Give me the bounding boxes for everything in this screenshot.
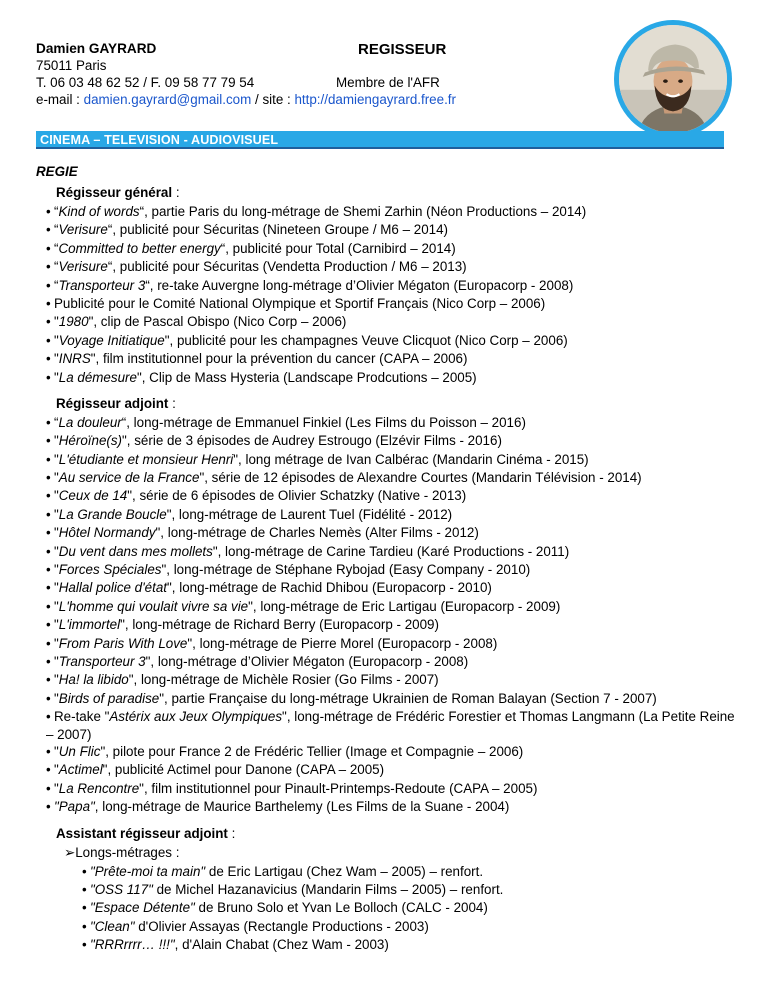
phone-line: T. 06 03 48 62 52 / F. 09 58 77 79 54: [36, 75, 255, 90]
email-link[interactable]: damien.gayrard@gmail.com: [83, 92, 252, 107]
list-item: [46, 616, 736, 634]
list-item: [46, 579, 736, 597]
bullet-icon: •: [46, 762, 51, 778]
category-longs-metrages: ➢Longs-métrages :: [64, 844, 180, 860]
bullet-icon: •: [46, 222, 51, 238]
item-prefix: ": [54, 488, 59, 504]
list-item: [46, 414, 736, 432]
bullet-icon: •: [46, 617, 51, 633]
item-quote: ": [120, 617, 125, 633]
item-quote: ": [187, 635, 193, 651]
item-quote: ": [90, 351, 96, 367]
item-prefix: ": [54, 506, 59, 522]
bullet-icon: •: [46, 369, 51, 385]
list-item: [46, 487, 736, 505]
bullet-icon: •: [46, 295, 51, 311]
email-label: e-mail :: [36, 92, 84, 107]
item-prefix: “: [54, 414, 59, 430]
item-quote: ": [127, 488, 133, 504]
regisseur-general-list: [36, 203, 736, 387]
bullet-icon: •: [46, 506, 51, 522]
bullet-icon: •: [46, 543, 51, 559]
item-detail: , série de 12 épisodes de Alexandre Courtes (Mandarin Télévision - 2014): [204, 470, 642, 486]
item-quote: “: [145, 277, 150, 293]
item-detail: , Clip de Mass Hysteria (Landscape Prodcutions – 2005): [141, 369, 477, 385]
bullet-icon: •: [46, 488, 51, 504]
item-title: Transporteur 3: [58, 653, 146, 669]
regisseur-adjoint-heading: Régisseur adjoint :: [56, 395, 176, 411]
item-prefix: ": [54, 690, 59, 706]
item-title: Astérix aux Jeux Olympiques: [109, 709, 283, 725]
item-quote: ": [102, 762, 108, 778]
item-prefix: ": [54, 314, 59, 330]
item-detail: , film institutionnel pour la prévention du cancer (CAPA – 2006): [95, 351, 468, 367]
regisseur-adjoint-list: [36, 414, 736, 817]
item-quote: “: [107, 222, 113, 238]
item-quote: ": [199, 470, 205, 486]
item-detail: Publicité pour le Comité National Olympique et Sportif Français (Nico Corp – 2006): [54, 295, 546, 311]
bullet-icon: •: [46, 351, 51, 367]
list-item: [46, 506, 736, 524]
list-item: [46, 635, 736, 653]
list-item: [46, 598, 736, 616]
site-link[interactable]: http://damiengayrard.free.fr: [294, 92, 456, 107]
item-title: Verisure: [58, 222, 108, 238]
bullet-icon: •: [46, 653, 51, 669]
item-title: L'immortel: [58, 617, 121, 633]
item-prefix: ": [54, 562, 59, 578]
item-quote: ": [145, 653, 151, 669]
address: 75011 Paris: [36, 58, 107, 73]
item-title: Un Flic: [58, 744, 101, 759]
item-title: Birds of paradise: [58, 690, 160, 706]
item-title: L'étudiante et monsieur Henri: [58, 451, 234, 467]
item-title: Committed to better energy: [58, 240, 221, 256]
list-item: [46, 451, 736, 469]
bullet-icon: •: [46, 690, 51, 706]
bullet-icon: •: [46, 525, 51, 541]
item-detail: , re-take Auvergne long-métrage d’Olivier Mégaton (Europacorp - 2008): [149, 277, 574, 293]
bullet-icon: •: [46, 635, 51, 651]
item-detail: , long-métrage d’Olivier Mégaton (Europacorp - 2008): [150, 653, 469, 669]
item-title: La démesure: [58, 369, 137, 385]
item-prefix: ": [54, 433, 59, 449]
list-item: [46, 350, 736, 368]
item-detail: , long-métrage de Frédéric Forestier et Thomas Langmann (La Petite Reine – 2007): [46, 709, 735, 742]
cv-header: [36, 40, 596, 108]
item-title: "Espace Détente": [90, 900, 195, 916]
list-item: [82, 918, 736, 936]
bullet-icon: •: [46, 259, 51, 275]
item-detail: , long-métrage de Richard Berry (Europacorp - 2009): [124, 617, 439, 633]
item-detail: , long-métrage de Rachid Dhibou (Europacorp - 2010): [171, 580, 492, 596]
item-title: Actimel: [58, 762, 103, 778]
bullet-icon: •: [46, 799, 51, 815]
item-title: Ceux de 14: [58, 488, 128, 504]
bullet-icon: •: [46, 433, 51, 449]
item-detail: , long-métrage de Stéphane Rybojad (Easy Company - 2010): [166, 562, 531, 578]
item-title: La Rencontre: [58, 780, 140, 796]
item-quote: ": [212, 543, 218, 559]
item-prefix: “: [54, 204, 59, 219]
item-quote: ": [155, 525, 161, 541]
item-quote: ": [128, 672, 134, 688]
bullet-icon: •: [46, 277, 51, 293]
item-detail: , partie Française du long-métrage Ukrainien de Roman Balayan (Section 7 - 2007): [164, 690, 657, 706]
person-name: Damien GAYRARD: [36, 41, 157, 56]
item-detail: , publicité pour Sécuritas (Nineteen Groupe / M6 – 2014): [112, 222, 449, 238]
list-item: [46, 743, 736, 761]
item-detail: de Eric Lartigau (Chez Wam – 2005) – renfort.: [205, 863, 484, 879]
item-detail: , pilote pour France 2 de Frédéric Tellier (Image et Compagnie – 2006): [105, 744, 524, 759]
item-prefix: ": [54, 332, 59, 348]
item-title: Transporteur 3: [58, 277, 146, 293]
item-title: Du vent dans mes mollets: [58, 543, 213, 559]
list-item: [46, 332, 736, 350]
list-item: [46, 203, 736, 221]
item-prefix: ": [54, 780, 59, 796]
item-title: "OSS 117": [90, 881, 153, 897]
list-item: [46, 369, 736, 387]
item-title: "Papa": [54, 799, 95, 815]
bullet-icon: •: [82, 881, 87, 897]
item-quote: “: [107, 259, 113, 275]
item-title: 1980: [58, 314, 89, 330]
item-detail: , long-métrage de Pierre Morel (Europacorp - 2008): [192, 635, 498, 651]
item-detail: , long métrage de Ivan Calbérac (Mandarin Cinéma - 2015): [238, 451, 589, 467]
list-item: [46, 313, 736, 331]
bullet-icon: •: [46, 240, 51, 256]
item-prefix: Re-take ": [54, 709, 110, 725]
bullet-icon: •: [82, 937, 87, 953]
item-title: La Grande Boucle: [58, 506, 167, 522]
item-quote: ": [88, 314, 94, 330]
item-detail: , long-métrage de Eric Lartigau (Europacorp - 2009): [252, 598, 561, 614]
item-detail: de Michel Hazanavicius (Mandarin Films – 2005) – renfort.: [152, 881, 504, 897]
list-item: [46, 221, 736, 239]
item-detail: , publicité Actimel pour Danone (CAPA – 2005): [107, 762, 385, 778]
item-title: Forces Spéciales: [58, 562, 162, 578]
item-title: Verisure: [58, 259, 108, 275]
bullet-icon: •: [46, 314, 51, 330]
item-quote: ": [167, 580, 172, 596]
list-item: [46, 561, 736, 579]
item-prefix: ": [54, 580, 59, 596]
list-item: [46, 240, 736, 258]
item-quote: ": [100, 744, 106, 759]
item-title: La douleur: [58, 414, 122, 430]
list-item: [82, 899, 736, 917]
item-prefix: ": [54, 653, 59, 669]
list-item: [82, 863, 736, 881]
item-quote: ": [233, 451, 239, 467]
bullet-icon: •: [46, 204, 51, 219]
item-quote: ": [248, 598, 253, 614]
list-item: [46, 690, 736, 708]
list-item: [82, 936, 736, 954]
item-prefix: “: [54, 240, 59, 256]
item-quote: “: [121, 414, 127, 430]
item-quote: ": [282, 709, 287, 725]
item-detail: , partie Paris du long-métrage de Shemi Zarhin (Néon Productions – 2014): [144, 204, 587, 219]
bullet-icon: •: [46, 780, 51, 796]
list-item: [46, 469, 736, 487]
item-detail: , long-métrage de Laurent Tuel (Fidélité - 2012): [171, 506, 453, 522]
item-detail: , publicité pour Sécuritas (Vendetta Production / M6 – 2013): [112, 259, 467, 275]
bullet-icon: •: [82, 863, 87, 879]
item-quote: ": [122, 433, 127, 449]
list-item: [46, 258, 736, 276]
item-title: From Paris With Love: [58, 635, 188, 651]
item-prefix: ": [54, 451, 59, 467]
item-title: Hôtel Normandy: [58, 525, 156, 541]
item-prefix: ": [54, 744, 59, 759]
item-title: "Prête-moi ta main": [90, 863, 206, 879]
item-quote: ": [166, 506, 172, 522]
item-detail: de Bruno Solo et Yvan Le Bolloch (CALC - 2004): [194, 900, 488, 916]
item-title: Au service de la France: [58, 470, 200, 486]
item-quote: ": [164, 332, 170, 348]
cv-content: [36, 163, 736, 955]
item-detail: , long-métrage de Charles Nemès (Alter Films - 2012): [160, 525, 479, 541]
item-title: "Clean": [90, 918, 135, 934]
item-detail: , long-métrage de Carine Tardieu (Karé Productions - 2011): [217, 543, 570, 559]
list-item: [82, 881, 736, 899]
list-item: [46, 432, 736, 450]
item-prefix: ": [54, 525, 59, 541]
item-prefix: ": [54, 369, 59, 385]
item-prefix: ": [54, 762, 59, 778]
item-prefix: ": [54, 672, 59, 688]
bullet-icon: •: [46, 709, 51, 725]
section-title-bar: CINEMA – TELEVISION - AUDIOVISUEL: [36, 131, 724, 149]
item-detail: , publicité pour les champagnes Veuve Clicquot (Nico Corp – 2006): [169, 332, 568, 348]
item-title: "RRRrrrr… !!!": [90, 937, 175, 953]
item-prefix: ": [54, 635, 59, 651]
list-item: [46, 798, 736, 816]
item-title: Voyage Initiatique: [58, 332, 165, 348]
item-prefix: ": [54, 543, 59, 559]
membership: Membre de l'AFR: [336, 75, 440, 90]
arrow-bullet-icon: ➢: [64, 844, 76, 860]
bullet-icon: •: [46, 451, 51, 467]
item-quote: ": [139, 780, 144, 796]
bullet-icon: •: [46, 470, 51, 486]
profile-photo: [614, 20, 732, 138]
item-prefix: ": [54, 617, 59, 633]
item-title: Ha! la libido: [58, 672, 129, 688]
item-prefix: “: [54, 259, 59, 275]
item-title: Héroïne(s): [58, 433, 123, 449]
assistant-regisseur-heading: Assistant régisseur adjoint :: [56, 825, 236, 841]
regie-heading: REGIE: [36, 164, 78, 179]
item-detail: , long-métrage de Maurice Barthelemy (Les Films de la Suane - 2004): [94, 799, 510, 815]
bullet-icon: •: [82, 900, 87, 916]
list-item: [46, 524, 736, 542]
list-item: [46, 543, 736, 561]
list-item: [46, 295, 736, 313]
bullet-icon: •: [46, 580, 51, 596]
bullet-icon: •: [46, 598, 51, 614]
item-detail: , série de 3 épisodes de Audrey Estrougo (Elzévir Films - 2016): [126, 433, 502, 449]
item-quote: ": [161, 562, 167, 578]
bullet-icon: •: [46, 672, 51, 688]
contact-line: [36, 91, 596, 108]
portrait-image: [619, 25, 727, 133]
item-title: L'homme qui voulait vivre sa vie: [58, 598, 249, 614]
list-item: [46, 761, 736, 779]
bullet-icon: •: [46, 744, 51, 759]
regisseur-general-heading: Régisseur général :: [56, 185, 180, 200]
assistant-regisseur-list: [36, 863, 736, 955]
item-prefix: ": [54, 351, 59, 367]
item-prefix: “: [54, 277, 59, 293]
item-quote: ": [136, 369, 142, 385]
item-detail: , film institutionnel pour Pinault-Printemps-Redoute (CAPA – 2005): [143, 780, 538, 796]
item-title: Hallal police d'état: [58, 580, 168, 596]
list-item: [46, 671, 736, 689]
item-detail: d'Olivier Assayas (Rectangle Productions - 2003): [134, 918, 429, 934]
item-detail: , clip de Pascal Obispo (Nico Corp – 2006): [93, 314, 347, 330]
list-item: [46, 780, 736, 798]
item-prefix: ": [54, 598, 59, 614]
list-item: [46, 277, 736, 295]
item-quote: “: [139, 204, 145, 219]
item-title: INRS: [58, 351, 91, 367]
item-prefix: “: [54, 222, 59, 238]
item-title: Kind of words: [58, 204, 140, 219]
site-label: / site :: [251, 92, 295, 107]
bullet-icon: •: [82, 918, 87, 934]
item-detail: , publicité pour Total (Carnibird – 2014): [225, 240, 456, 256]
job-title: REGISSEUR: [358, 41, 447, 58]
bullet-icon: •: [46, 414, 51, 430]
item-detail: , série de 6 épisodes de Olivier Schatzky (Native - 2013): [132, 488, 467, 504]
bullet-icon: •: [46, 332, 51, 348]
list-item: [46, 653, 736, 671]
item-detail: , d'Alain Chabat (Chez Wam - 2003): [174, 937, 389, 953]
item-prefix: ": [54, 470, 59, 486]
item-detail: , long-métrage de Michèle Rosier (Go Films - 2007): [133, 672, 439, 688]
bullet-icon: •: [46, 562, 51, 578]
item-quote: “: [220, 240, 226, 256]
item-detail: , long-métrage de Emmanuel Finkiel (Les Films du Poisson – 2016): [126, 414, 526, 430]
item-quote: ": [159, 690, 165, 706]
list-item: [36, 708, 736, 743]
